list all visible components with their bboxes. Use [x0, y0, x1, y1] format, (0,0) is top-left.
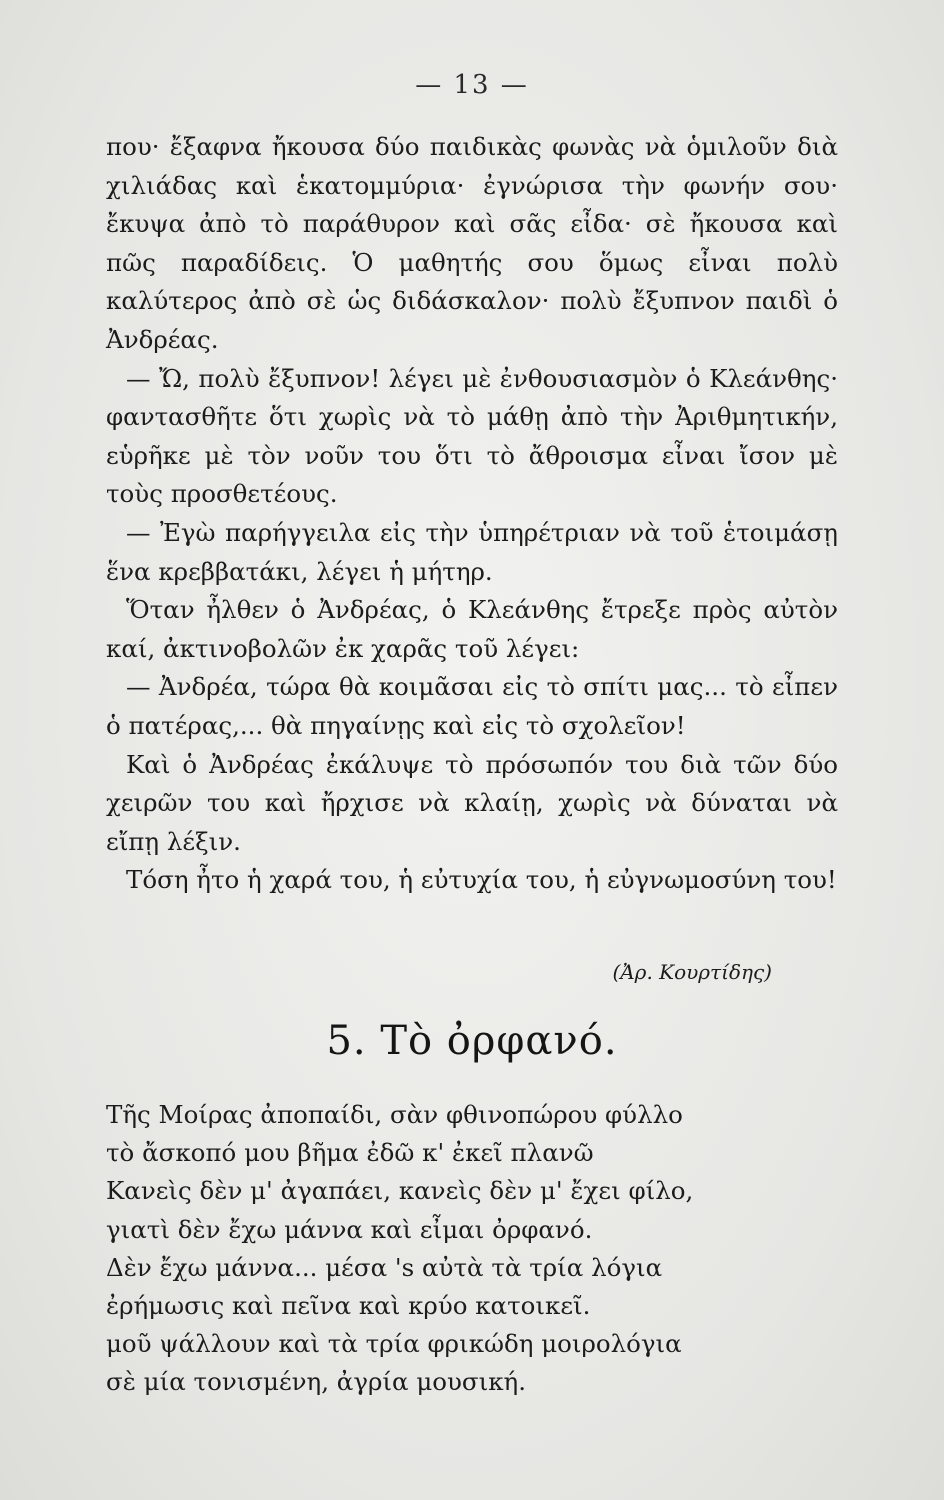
paragraph: που· ἔξαφνα ἤκουσα δύο παιδικὰς φωνὰς νὰ ὁμιλοῦν διὰ χιλιάδας καὶ ἑκατομμύρια· ἐγνώρισα τὴν φωνήν σου· ἔκυψα ἀπὸ τὸ παράθυρον καὶ σᾶς εἶδα· σὲ ἤκουσα καὶ πῶς παραδίδεις. Ὁ μαθητής σου ὅμως εἶναι πολὺ καλύτερος ἀπὸ σὲ ὡς διδάσκαλον· πολὺ ἔξυπνον παιδὶ ὁ Ἀνδρέας.	[106, 132, 838, 354]
poem-line: σὲ μία τονισμένη, ἀγρία μουσική.	[106, 1367, 527, 1397]
poem-line: Κανεὶς δὲν μ' ἀγαπάει, κανεὶς δὲν μ' ἔχει φίλο,	[106, 1176, 694, 1206]
poem-line: μοῦ ψάλλουν καὶ τὰ τρία φρικώδη μοιρολόγια	[106, 1329, 682, 1359]
poem-line: ἐρήμωσις καὶ πεῖνα καὶ κρύο κατοικεῖ.	[106, 1291, 591, 1321]
page-number: — 13 —	[415, 70, 529, 100]
author-attribution: (Ἀρ. Κουρτίδης)	[612, 960, 772, 984]
poem	[106, 1096, 838, 1402]
paragraph: — Ἀνδρέα, τώρα θὰ κοιμᾶσαι εἰς τὸ σπίτι μας... τὸ εἶπεν ὁ πατέρας,... θὰ πηγαίνῃς καὶ εἰς τὸ σχολεῖον!	[106, 672, 838, 740]
paragraph: Καὶ ὁ Ἀνδρέας ἐκάλυψε τὸ πρόσωπόν του διὰ τῶν δύο χειρῶν του καὶ ἤρχισε νὰ κλαίῃ, χωρὶς νὰ δύναται νὰ εἴπῃ λέξιν.	[106, 749, 838, 856]
poem-line: τὸ ἄσκοπό μου βῆμα ἐδῶ κ' ἐκεῖ πλανῶ	[106, 1138, 594, 1168]
poem-line: γιατὶ δὲν ἔχω μάννα καὶ εἶμαι ὀρφανό.	[106, 1214, 593, 1244]
paragraph: Τόση ἦτο ἡ χαρά του, ἡ εὐτυχία του, ἡ εὐγνωμοσύνη του!	[126, 865, 837, 895]
poem-line: Τῆς Μοίρας ἀποπαίδι, σὰν φθινοπώρου φύλλο	[106, 1100, 683, 1129]
section-title: 5. Τὸ ὀρφανό.	[326, 1018, 618, 1064]
paragraph: Ὅταν ἦλθεν ὁ Ἀνδρέας, ὁ Κλεάνθης ἔτρεξε πρὸς αὐτὸν καί, ἀκτινοβολῶν ἐκ χαρᾶς τοῦ λέγει:	[106, 595, 838, 663]
poem-line: Δὲν ἔχω μάννα... μέσα 's αὐτὰ τὰ τρία λόγια	[106, 1252, 663, 1282]
paragraph: — Ἐγὼ παρήγγειλα εἰς τὴν ὑπηρέτριαν νὰ τοῦ ἑτοιμάσῃ ἕνα κρεββατάκι, λέγει ἡ μήτηρ.	[106, 517, 838, 586]
prose-body	[106, 128, 838, 900]
paragraph: — Ὤ, πολὺ ἔξυπνον! λέγει μὲ ἐνθουσιασμὸν ὁ Κλεάνθης· φαντασθῆτε ὅτι χωρὶς νὰ τὸ μάθῃ ἀπὸ τὴν Ἀριθμητικήν, εὑρῆκε μὲ τὸν νοῦν του ὅτι τὸ ἄθροισμα εἶναι ἴσον μὲ τοὺς προσθετέους.	[106, 363, 838, 509]
